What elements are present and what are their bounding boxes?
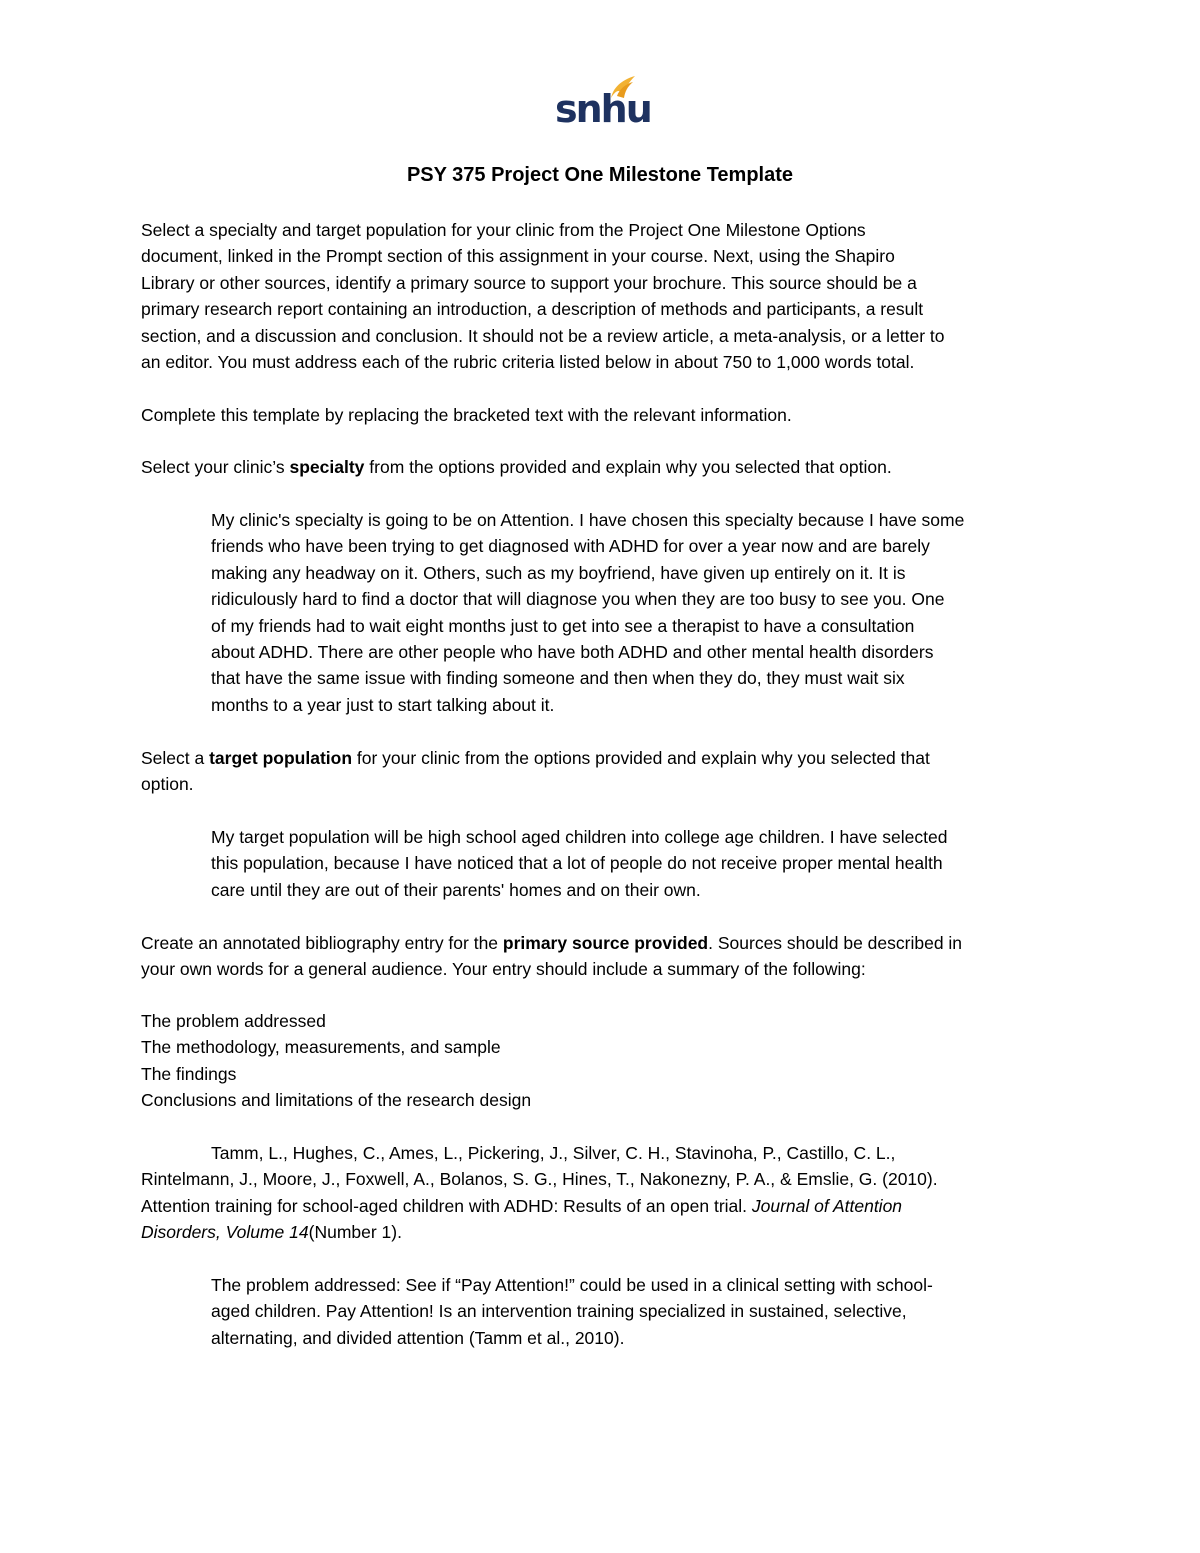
specialty-answer-line: friends who have been trying to get diagnosed with ADHD for over a year now and are barely [211, 536, 930, 557]
citation-article-title: Attention training for school-aged children with ADHD: Results of an open trial. [141, 1195, 752, 1216]
population-answer-line: care until they are out of their parents' homes and on their own. [211, 879, 701, 900]
specialty-prompt-line [141, 454, 1066, 480]
specialty-answer-line: about ADHD. There are other people who have both ADHD and other mental health disorders [211, 641, 934, 662]
instruction-line: Complete this template by replacing the bracketed text with the relevant information. [141, 405, 792, 425]
intro-line: document, linked in the Prompt section of this assignment in your course. Next, using the Shapiro [141, 246, 895, 267]
citation-number: (Number 1). [308, 1222, 402, 1243]
logo-wordmark: snhu [555, 87, 651, 131]
specialty-answer-line: of my friends had to wait eight months just to get into see a therapist to have a consultation [211, 615, 915, 636]
citation-line [141, 1219, 1066, 1245]
primary-source-keyword: primary source provided [502, 933, 709, 953]
population-answer-line: this population, because I have noticed that a lot of people do not receive proper mental health [211, 853, 943, 874]
bibliography-prompt-line [141, 930, 1066, 956]
specialty-answer-line: months to a year just to start talking about it. [211, 694, 555, 715]
summary-item: Conclusions and limitations of the research design [141, 1090, 532, 1111]
population-prompt-after: for your clinic from the options provided and explain why you selected that [352, 748, 930, 768]
population-prompt-before: Select a [141, 748, 210, 768]
problem-answer-line: aged children. Pay Attention! Is an intervention training specialized in sustained, selective, [211, 1301, 907, 1322]
population-keyword: target population [209, 748, 353, 768]
citation-line [141, 1193, 1066, 1219]
intro-line: Select a specialty and target population for your clinic from the Project One Milestone Options [141, 220, 866, 240]
specialty-prompt-after: from the options provided and explain why you selected that option. [364, 457, 892, 477]
population-prompt-line: option. [141, 774, 194, 795]
instruction-paragraph [141, 402, 1066, 428]
summary-item: The findings [141, 1063, 237, 1084]
document-title: PSY 375 Project One Milestone Template [406, 164, 794, 186]
intro-line: primary research report containing an introduction, a description of methods and participants, a result [141, 299, 924, 320]
specialty-keyword: specialty [289, 457, 365, 477]
citation [141, 1140, 1066, 1246]
problem-answer-line: The problem addressed: See if “Pay Attention!” could be used in a clinical setting with school- [211, 1275, 933, 1295]
citation-line: Rintelmann, J., Moore, J., Foxwell, A., Bolanos, S. G., Hines, T., Nakonezny, P. A., & Emslie, G. (2010). [141, 1169, 938, 1190]
population-prompt [141, 745, 1066, 798]
bibliography-prompt [141, 930, 1066, 983]
citation-volume: Disorders, Volume 14 [141, 1222, 309, 1243]
problem-answer [211, 1272, 1071, 1351]
bibliography-prompt-after: . Sources should be described in [708, 933, 963, 953]
specialty-prompt [141, 454, 1066, 480]
intro-line: section, and a discussion and conclusion. It should not be a review article, a meta-analysis, or a letter to [141, 325, 945, 346]
summary-item: The methodology, measurements, and sample [141, 1037, 501, 1058]
population-answer-line: My target population will be high school aged children into college age children. I have selected [211, 827, 948, 847]
population-answer [211, 824, 1071, 903]
specialty-answer-line: making any headway on it. Others, such as my boyfriend, have given up entirely on it. It is [211, 562, 906, 583]
specialty-answer-line: My clinic's specialty is going to be on Attention. I have chosen this specialty because I have some [211, 510, 965, 530]
bibliography-prompt-line: your own words for a general audience. Your entry should include a summary of the following: [141, 959, 866, 980]
intro-paragraph [141, 217, 1066, 375]
summary-item: The problem addressed [141, 1011, 326, 1031]
specialty-answer-line: that have the same issue with finding someone and then when they do, they must wait six [211, 668, 905, 689]
citation-journal: Journal of Attention [751, 1195, 903, 1216]
bibliography-prompt-before: Create an annotated bibliography entry for the [141, 933, 503, 953]
intro-line: an editor. You must address each of the rubric criteria listed below in about 750 to 1,000 words total. [141, 351, 915, 372]
citation-line: Tamm, L., Hughes, C., Ames, L., Pickering, J., Silver, C. H., Stavinoha, P., Castillo, C. L., [211, 1143, 896, 1163]
snhu-logo [555, 74, 651, 132]
problem-answer-line: alternating, and divided attention (Tamm et al., 2010). [211, 1327, 625, 1348]
population-prompt-line [141, 745, 1066, 771]
intro-line: Library or other sources, identify a primary source to support your brochure. This source should be a [141, 272, 917, 293]
specialty-answer [211, 507, 1071, 718]
summary-list [141, 1008, 1066, 1114]
specialty-prompt-before: Select your clinic’s [141, 457, 290, 477]
specialty-answer-line: ridiculously hard to find a doctor that will diagnose you when they are too busy to see you. One [211, 589, 945, 610]
